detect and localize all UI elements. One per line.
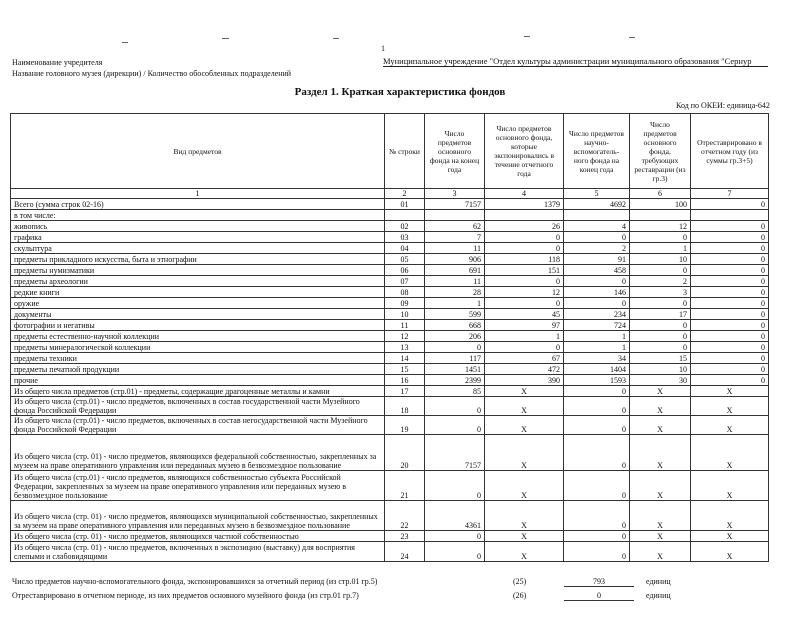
scan-speck [524,36,530,37]
row-number: 11 [385,320,425,331]
row-name: Из общего числа (стр. 01) - число предметов, являющихся частной собственностью [11,531,385,542]
restoration-needed-count: 0 [630,342,691,353]
restored-count: 0 [691,265,769,276]
row-name: Из общего числа предметов (стр.01) - предметы, содержащие драгоценные металлы и камни [11,386,385,397]
table-row [11,471,769,501]
header-need-restoration: Число предметов основного фонда, требующих реставрации (из гр.3) [630,114,691,189]
row-number: 12 [385,331,425,342]
exhibited-count: X [485,386,564,397]
restored-count: X [691,501,769,531]
row-name: редкие книги [11,287,385,298]
auxiliary-fund-count: 91 [564,254,630,265]
auxiliary-fund-count: 458 [564,265,630,276]
main-fund-count: 206 [425,331,485,342]
exhibited-count: X [485,542,564,562]
restored-count: 0 [691,375,769,386]
footer-unit-25: единиц [646,577,671,586]
restoration-needed-count: 0 [630,298,691,309]
restored-count: 0 [691,342,769,353]
footer-code-26: (26) [513,591,527,600]
table-row [11,265,769,276]
row-name: Всего (сумма строк 02-16) [11,199,385,210]
main-fund-count: 0 [425,397,485,416]
row-name: живопись [11,221,385,232]
row-name: Из общего числа (стр. 01) - число предметов, включенных в экспозицию (выставку) для восприятия слепыми и слабовидящими [11,542,385,562]
main-fund-count: 7157 [425,435,485,471]
main-fund-count: 2399 [425,375,485,386]
auxiliary-fund-count: 1404 [564,364,630,375]
row-number: 22 [385,501,425,531]
table-row [11,416,769,435]
footer-label-26: Отреставрировано в отчетном периоде, из них предметов основного музейного фонда (из стр.01 гр.7) [12,591,359,600]
header-auxiliary-fund: Число предметов научно-вспомогатель-ного фонда на конец года [564,114,630,189]
main-fund-count: 7157 [425,199,485,210]
main-fund-count: 11 [425,243,485,254]
table-row [11,287,769,298]
auxiliary-fund-count: 724 [564,320,630,331]
table-row [11,210,769,221]
row-name: Из общего числа (стр.01) - число предметов, включенных в состав негосударственной части Музейного фонда Российской Федерации [11,416,385,435]
auxiliary-fund-count: 234 [564,309,630,320]
auxiliary-fund-count: 0 [564,435,630,471]
restoration-needed-count: 17 [630,309,691,320]
column-number: 1 [11,189,385,199]
column-number: 5 [564,189,630,199]
row-number: 21 [385,471,425,501]
page-number: 1 [381,44,385,53]
main-fund-count: 906 [425,254,485,265]
row-name: Из общего числа (стр. 01) - число предметов, являющихся федеральной собственностью, закрепленных за музеем на праве оперативного управления или переданных музею в безвозмездное пользование [11,435,385,471]
row-number: 20 [385,435,425,471]
restored-count: X [691,471,769,501]
main-fund-count [425,210,485,221]
exhibited-count: 12 [485,287,564,298]
restoration-needed-count: X [630,501,691,531]
header-exhibited: Число предметов основного фонда, которые экспонировались в течение отчетного года [485,114,564,189]
exhibited-count: X [485,531,564,542]
main-fund-count: 668 [425,320,485,331]
table-row [11,531,769,542]
auxiliary-fund-count: 0 [564,416,630,435]
restored-count: X [691,531,769,542]
column-number: 4 [485,189,564,199]
row-number: 10 [385,309,425,320]
restored-count: X [691,397,769,416]
row-number: 09 [385,298,425,309]
table-row [11,353,769,364]
row-number: 24 [385,542,425,562]
column-number: 3 [425,189,485,199]
row-number: 18 [385,397,425,416]
main-fund-count: 117 [425,353,485,364]
restoration-needed-count: 3 [630,287,691,298]
auxiliary-fund-count: 4 [564,221,630,232]
exhibited-count [485,210,564,221]
row-number: 17 [385,386,425,397]
auxiliary-fund-count: 1593 [564,375,630,386]
auxiliary-fund-count: 146 [564,287,630,298]
restored-count: X [691,386,769,397]
row-name: скульптура [11,243,385,254]
restored-count: 0 [691,232,769,243]
auxiliary-fund-count: 0 [564,531,630,542]
restoration-needed-count: 2 [630,276,691,287]
row-number: 23 [385,531,425,542]
exhibited-count: 0 [485,243,564,254]
exhibited-count: 97 [485,320,564,331]
auxiliary-fund-count: 1 [564,342,630,353]
restoration-needed-count: 0 [630,232,691,243]
exhibited-count: X [485,471,564,501]
main-fund-count: 62 [425,221,485,232]
section-title: Раздел 1. Краткая характеристика фондов [294,86,506,98]
restoration-needed-count: X [630,435,691,471]
row-name: документы [11,309,385,320]
main-fund-count: 0 [425,416,485,435]
restored-count: 0 [691,243,769,254]
main-fund-count: 11 [425,276,485,287]
row-number: 02 [385,221,425,232]
restored-count: X [691,542,769,562]
row-number: 14 [385,353,425,364]
table-row [11,320,769,331]
table-row [11,243,769,254]
main-fund-count: 691 [425,265,485,276]
row-number: 03 [385,232,425,243]
table-row [11,364,769,375]
auxiliary-fund-count: 1 [564,331,630,342]
restored-count: X [691,416,769,435]
auxiliary-fund-count: 0 [564,232,630,243]
scan-speck [122,42,128,43]
table-row [11,232,769,243]
table-row [11,199,769,210]
table-row [11,375,769,386]
header-main-fund: Число предметов основного фонда на конец года [425,114,485,189]
column-number: 7 [691,189,769,199]
exhibited-count: 67 [485,353,564,364]
table-row [11,331,769,342]
institution-value: Муниципальное учреждение "Отдел культуры администрации муниципального образования "Сернур [383,56,768,67]
exhibited-count: 0 [485,232,564,243]
restoration-needed-count: X [630,531,691,542]
restoration-needed-count: X [630,542,691,562]
exhibited-count: X [485,397,564,416]
exhibited-count: 0 [485,276,564,287]
exhibited-count: 0 [485,342,564,353]
restored-count: X [691,435,769,471]
row-name: графика [11,232,385,243]
restored-count: 0 [691,331,769,342]
exhibited-count: 1 [485,331,564,342]
row-number: 07 [385,276,425,287]
exhibited-count: X [485,501,564,531]
header-restored: Отреставрировано в отчетном году (из суммы гр.3+5) [691,114,769,189]
restoration-needed-count: 1 [630,243,691,254]
main-fund-count: 1 [425,298,485,309]
row-number [385,210,425,221]
row-number: 01 [385,199,425,210]
restoration-needed-count: 10 [630,254,691,265]
auxiliary-fund-count [564,210,630,221]
table-header-row [11,114,769,189]
column-number: 2 [385,189,425,199]
restoration-needed-count: 100 [630,199,691,210]
restored-count: 0 [691,287,769,298]
exhibited-count: 118 [485,254,564,265]
main-fund-count: 4361 [425,501,485,531]
exhibited-count: 45 [485,309,564,320]
row-name: предметы прикладного искусства, быта и этнографии [11,254,385,265]
row-name: фотографии и негативы [11,320,385,331]
footer-label-25: Число предметов научно-вспомогательного фонда, экспонировавшихся за отчетный период (из стр.01 гр.5) [12,577,378,586]
table-row [11,298,769,309]
auxiliary-fund-count: 34 [564,353,630,364]
exhibited-count: 151 [485,265,564,276]
restoration-needed-count: 0 [630,320,691,331]
main-fund-count: 0 [425,342,485,353]
row-name: предметы естественно-научной коллекции [11,331,385,342]
auxiliary-fund-count: 0 [564,386,630,397]
row-name: Из общего числа (стр.01) - число предметов, являющихся собственностью субъекта Российской Федерации, закрепленных за музеем на праве оперативного управления или переданных музею в безвозмездное пользование [11,471,385,501]
row-number: 15 [385,364,425,375]
table-row [11,309,769,320]
auxiliary-fund-count: 4692 [564,199,630,210]
restored-count: 0 [691,221,769,232]
auxiliary-fund-count: 0 [564,276,630,287]
scan-speck [222,38,229,39]
exhibited-count: 472 [485,364,564,375]
fund-characteristics-table [10,113,769,562]
museum-label: Название головного музея (дирекции) / Количество обособленных подразделений [12,69,292,78]
row-number: 16 [385,375,425,386]
table-row [11,276,769,287]
table-row [11,386,769,397]
restored-count: 0 [691,254,769,265]
restoration-needed-count: X [630,386,691,397]
restoration-needed-count: 0 [630,265,691,276]
row-number: 05 [385,254,425,265]
main-fund-count: 1451 [425,364,485,375]
scan-speck [333,38,339,39]
row-number: 06 [385,265,425,276]
footer-code-25: (25) [513,577,527,586]
main-fund-count: 0 [425,471,485,501]
table-row [11,435,769,471]
row-number: 08 [385,287,425,298]
footer-value-25: 793 [564,577,634,587]
auxiliary-fund-count: 0 [564,501,630,531]
exhibited-count: 390 [485,375,564,386]
exhibited-count: X [485,435,564,471]
table-row [11,542,769,562]
table-row [11,254,769,265]
header-item-type: Вид предметов [11,114,385,189]
footer-unit-26: единиц [646,591,671,600]
auxiliary-fund-count: 0 [564,542,630,562]
restored-count [691,210,769,221]
row-name: Из общего числа (стр.01) - число предметов, включенных в состав государственной части Музейного фонда Российской Федерации [11,397,385,416]
restored-count: 0 [691,298,769,309]
restoration-needed-count: X [630,397,691,416]
restored-count: 0 [691,364,769,375]
main-fund-count: 0 [425,531,485,542]
restored-count: 0 [691,199,769,210]
exhibited-count: X [485,416,564,435]
table-row [11,342,769,353]
row-name: прочие [11,375,385,386]
main-fund-count: 0 [425,542,485,562]
restoration-needed-count: X [630,471,691,501]
row-number: 19 [385,416,425,435]
restoration-needed-count: 30 [630,375,691,386]
row-name: предметы археологии [11,276,385,287]
table-row [11,221,769,232]
row-number: 13 [385,342,425,353]
table-row [11,501,769,531]
restoration-needed-count: 15 [630,353,691,364]
main-fund-count: 599 [425,309,485,320]
auxiliary-fund-count: 0 [564,471,630,501]
table-row [11,397,769,416]
column-number-row [11,189,769,199]
row-name: оружие [11,298,385,309]
main-fund-count: 85 [425,386,485,397]
row-name: предметы печатной продукции [11,364,385,375]
row-name: предметы минералогической коллекции [11,342,385,353]
institution-label: Наименование учредителя [12,58,103,67]
restoration-needed-count: 12 [630,221,691,232]
row-name: в том числе: [11,210,385,221]
auxiliary-fund-count: 0 [564,298,630,309]
exhibited-count: 0 [485,298,564,309]
row-name: Из общего числа (стр. 01) - число предметов, являющихся муниципальной собственностью, закрепленных за музеем на праве оперативного управления или переданных музею в безвозмездное пользование [11,501,385,531]
restored-count: 0 [691,276,769,287]
footer-value-26: 0 [564,591,634,601]
row-name: предметы нумизматики [11,265,385,276]
main-fund-count: 7 [425,232,485,243]
row-number: 04 [385,243,425,254]
auxiliary-fund-count: 0 [564,397,630,416]
restoration-needed-count: 0 [630,331,691,342]
auxiliary-fund-count: 2 [564,243,630,254]
scan-speck [629,37,635,38]
restored-count: 0 [691,309,769,320]
main-fund-count: 28 [425,287,485,298]
restored-count: 0 [691,353,769,364]
restoration-needed-count: X [630,416,691,435]
restoration-needed-count [630,210,691,221]
column-number: 6 [630,189,691,199]
row-name: предметы техники [11,353,385,364]
okei-code: Код по ОКЕИ: единица-642 [676,101,770,110]
exhibited-count: 26 [485,221,564,232]
exhibited-count: 1379 [485,199,564,210]
header-row-number: № строки [385,114,425,189]
restored-count: 0 [691,320,769,331]
restoration-needed-count: 10 [630,364,691,375]
